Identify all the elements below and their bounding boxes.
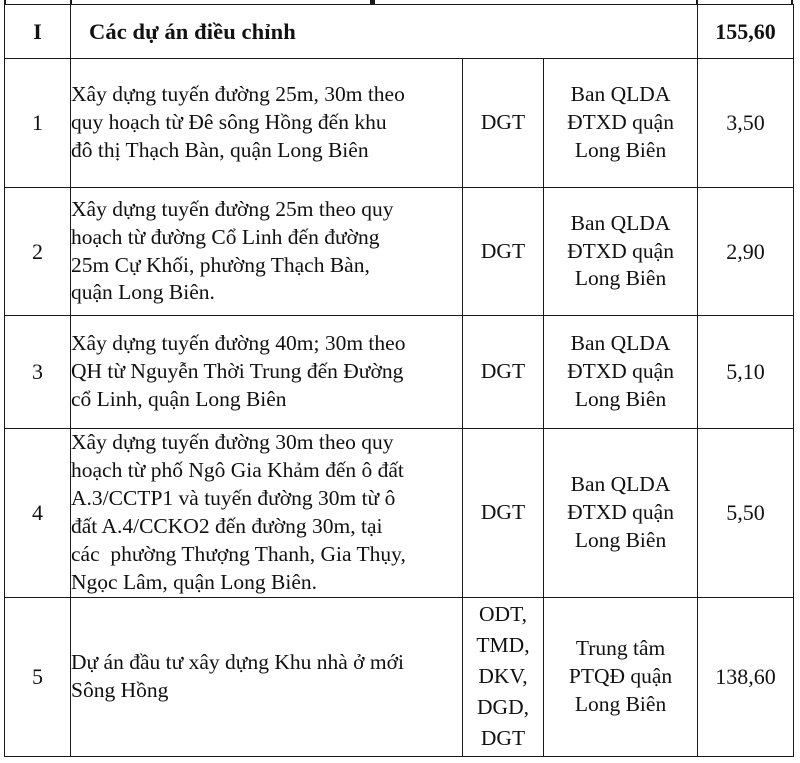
description-line: quy hoạch từ Đê sông Hồng đến khu xyxy=(71,110,387,135)
row-index: 4 xyxy=(5,429,71,598)
row-index: 3 xyxy=(5,316,71,429)
description-line: Xây dựng tuyến đường 25m theo quy xyxy=(71,196,394,221)
row-value: 5,10 xyxy=(698,316,794,429)
row-description xyxy=(71,316,463,429)
description-line: Xây dựng tuyến đường 25m, 30m theo xyxy=(71,82,405,107)
table-row xyxy=(5,316,794,429)
row-landuse-codes xyxy=(463,59,544,188)
table-row-section-header xyxy=(5,5,794,59)
description-line: cổ Linh, quận Long Biên xyxy=(71,386,287,411)
agency-line: Ban QLDA xyxy=(570,82,671,107)
description-line: 25m Cự Khối, phường Thạch Bàn, xyxy=(71,252,370,277)
description-line: hoạch từ phố Ngô Gia Khảm đến ô đất xyxy=(71,457,404,482)
agency-line: ĐTXD quận xyxy=(567,110,674,135)
row-landuse-codes xyxy=(463,597,544,756)
landuse-code: TMD, xyxy=(476,632,530,657)
row-value: 138,60 xyxy=(698,597,794,756)
table-row xyxy=(5,59,794,188)
agency-line: Ban QLDA xyxy=(570,331,671,356)
description-line: các phường Thượng Thanh, Gia Thụy, xyxy=(71,541,406,566)
agency-line: PTQĐ quận xyxy=(568,663,673,688)
description-line: quận Long Biên. xyxy=(71,280,215,305)
row-description xyxy=(71,597,463,756)
landuse-code: DGT xyxy=(480,359,526,384)
row-agency xyxy=(544,597,698,756)
agency-line: Ban QLDA xyxy=(570,210,671,235)
description-line: đất A.4/CCKO2 đến đường 30m, tại xyxy=(71,513,383,538)
agency-line: Long Biên xyxy=(574,527,667,552)
description-line: Dự án đầu tư xây dựng Khu nhà ở mới xyxy=(71,649,404,674)
table-row xyxy=(5,188,794,316)
description-line: đô thị Thạch Bàn, quận Long Biên xyxy=(71,137,369,162)
row-index: 1 xyxy=(5,59,71,188)
landuse-code: DGT xyxy=(480,238,526,263)
row-description xyxy=(71,59,463,188)
agency-line: Long Biên xyxy=(574,266,667,291)
row-description xyxy=(71,429,463,598)
row-index: 2 xyxy=(5,188,71,316)
agency-line: Long Biên xyxy=(574,137,667,162)
row-agency xyxy=(544,59,698,188)
row-landuse-codes xyxy=(463,316,544,429)
row-index: 5 xyxy=(5,597,71,756)
description-line: A.3/CCTP1 và tuyến đường 30m từ ô xyxy=(71,485,396,510)
agency-line: ĐTXD quận xyxy=(567,359,674,384)
table-row xyxy=(5,429,794,598)
agency-line: Ban QLDA xyxy=(570,471,671,496)
landuse-code: DGT xyxy=(480,110,526,135)
section-index: I xyxy=(5,5,71,59)
section-title: Các dự án điều chỉnh xyxy=(71,5,698,59)
description-line: QH từ Nguyễn Thời Trung đến Đường xyxy=(71,359,404,384)
row-landuse-codes xyxy=(463,429,544,598)
row-value: 5,50 xyxy=(698,429,794,598)
table-row xyxy=(5,597,794,756)
row-agency xyxy=(544,188,698,316)
landuse-code: DGT xyxy=(480,500,526,525)
row-value: 2,90 xyxy=(698,188,794,316)
description-line: Sông Hồng xyxy=(71,677,169,702)
section-total-value: 155,60 xyxy=(698,5,794,59)
landuse-code: ODT, xyxy=(479,601,527,626)
agency-line: Long Biên xyxy=(574,386,667,411)
row-description xyxy=(71,188,463,316)
description-line: Xây dựng tuyến đường 40m; 30m theo xyxy=(71,331,406,356)
landuse-code: DGD, xyxy=(477,695,529,720)
row-agency xyxy=(544,316,698,429)
description-line: hoạch từ đường Cổ Linh đến đường xyxy=(71,224,380,249)
agency-line: Long Biên xyxy=(574,691,667,716)
row-landuse-codes xyxy=(463,188,544,316)
description-line: Ngọc Lâm, quận Long Biên. xyxy=(71,569,318,594)
row-agency xyxy=(544,429,698,598)
agency-line: Trung tâm xyxy=(575,635,666,660)
agency-line: ĐTXD quận xyxy=(567,499,674,524)
projects-table xyxy=(4,4,794,757)
row-value: 3,50 xyxy=(698,59,794,188)
landuse-code: DKV, xyxy=(478,664,528,689)
agency-line: ĐTXD quận xyxy=(567,238,674,263)
landuse-code: DGT xyxy=(480,726,526,751)
description-line: Xây dựng tuyến đường 30m theo quy xyxy=(71,430,394,454)
